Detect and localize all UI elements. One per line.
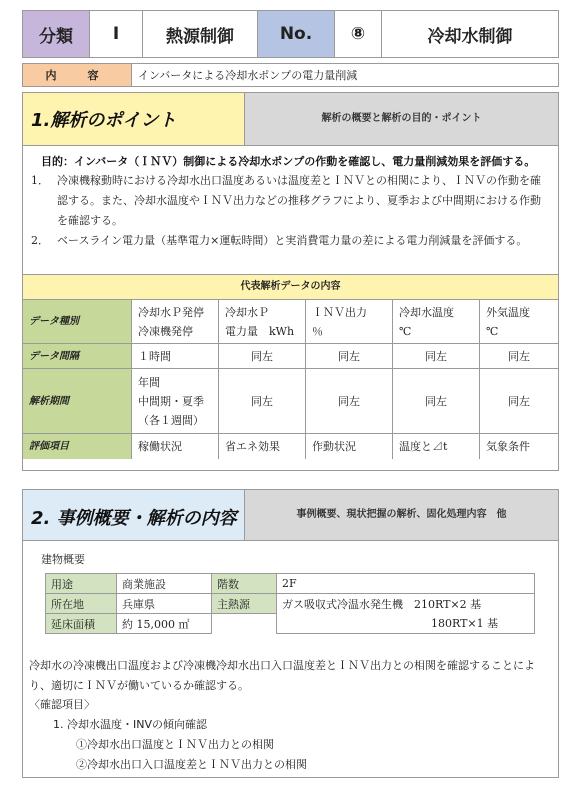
use-label: 用途 (46, 574, 117, 594)
table-cell: 気象条件 (480, 434, 559, 459)
table-cell: 同左 (480, 369, 559, 434)
table-cell: １時間 (132, 344, 219, 369)
building-overview-table (45, 573, 535, 634)
case-overview-section (22, 489, 559, 778)
table-cell: 年間 中間期・夏季 （各１週間） (132, 369, 219, 434)
floors-label: 階数 (212, 574, 277, 594)
table-cell: 同左 (480, 344, 559, 369)
section1-header (23, 93, 558, 146)
table-cell: 省エネ効果 (219, 434, 306, 459)
table-row (23, 300, 558, 344)
content-value: インバータによる冷却水ポンプの電力量削減 (132, 64, 559, 87)
content-row (22, 63, 559, 87)
point-item-1 (31, 171, 551, 231)
table-cell: 外気温度 ℃ (480, 300, 559, 344)
section2-subtitle: 事例概要、現状把握の解析、固化処理内容 他 (245, 490, 558, 540)
use-value: 商業施設 (117, 574, 212, 594)
table-row (23, 434, 558, 459)
table-cell: 同左 (219, 344, 306, 369)
section1-title: 1.解析のポイント (31, 110, 177, 131)
heat-source-value-2: 180RT×1 基 (277, 614, 535, 634)
row-label: データ間隔 (23, 344, 132, 369)
category-value: I (90, 11, 143, 58)
table-cell: 温度と⊿t (393, 434, 480, 459)
table-cell: 同左 (393, 369, 480, 434)
table-row (23, 369, 558, 434)
building-overview-label: 建物概要 (41, 553, 85, 566)
section2-header (23, 490, 558, 541)
row-label: 評価項目 (23, 434, 132, 459)
empty-cell (212, 614, 277, 634)
representative-data-header: 代表解析データの内容 (23, 274, 558, 300)
heat-source-label: 主熱源 (212, 594, 277, 614)
category-name: 熱源制御 (143, 11, 258, 58)
table-row (23, 344, 558, 369)
section2-title: 2. 事例概要・解析の内容 (31, 508, 237, 529)
table-cell: 稼働状況 (132, 434, 219, 459)
table-row (46, 594, 535, 614)
table-cell: 冷却水Ｐ発停 冷凍機発停 (132, 300, 219, 344)
location-value: 兵庫県 (117, 594, 212, 614)
floor-area-label: 延床面積 (46, 614, 117, 634)
table-cell: 同左 (306, 344, 393, 369)
table-cell: 同左 (306, 369, 393, 434)
floors-value: 2F (277, 574, 535, 594)
table-cell: ＩＮＶ出力 ％ (306, 300, 393, 344)
table-cell: 冷却水Ｐ 電力量 kWh (219, 300, 306, 344)
header-table (22, 10, 559, 58)
section1-subtitle: 解析の概要と解析の目的・ポイント (245, 93, 558, 145)
description-text: 冷却水の冷凍機出口温度および冷凍機冷却水出口入口温度差とＩＮＶ出力との相関を確認することにより、適切にＩＮＶが働いているか確認する。 (29, 659, 535, 692)
point-text: ベースライン電力量（基準電力×運転時間）と実消費電力量の差による電力削減量を評価する。 (57, 234, 528, 247)
table-row (46, 574, 535, 594)
table-cell: 冷却水温度 ℃ (393, 300, 480, 344)
confirm-sub-item-2: ②冷却水出口入口温度差とＩＮＶ出力との相関 (76, 758, 307, 771)
section2-title-box (23, 490, 245, 540)
content-label: 内 容 (23, 64, 132, 87)
point-number: 1． (31, 174, 49, 187)
row-label: データ種別 (23, 300, 132, 344)
section1-title-box (23, 93, 245, 145)
purpose-text: 目的：インバータ（ＩＮＶ）制御による冷却水ポンプの作動を確認し、電力量削減効果を評価する。 (41, 155, 536, 168)
table-cell: 同左 (393, 344, 480, 369)
confirm-items-label: 〈確認項目〉 (29, 698, 95, 711)
heat-source-value: ガス吸収式冷温水発生機 210RT×2 基 (277, 594, 535, 614)
number-value: ⑧ (335, 11, 382, 58)
number-label: No. (258, 11, 335, 58)
table-cell: 同左 (219, 369, 306, 434)
category-label: 分類 (23, 11, 90, 58)
representative-data-table (23, 299, 558, 459)
point-number: 2． (31, 234, 49, 247)
confirm-sub-item-1: ①冷却水出口温度とＩＮＶ出力との相関 (76, 738, 274, 751)
confirm-item-1: 1. 冷却水温度・INVの傾向確認 (53, 718, 207, 731)
location-label: 所在地 (46, 594, 117, 614)
point-text: 冷凍機稼動時における冷却水出口温度あるいは温度差とＩＮＶとの相関により、ＩＮＶの作動を確認する。また、冷却水温度やＩＮＶ出力などの推移グラフにより、夏季および中間期における作動を確認する。 (57, 174, 541, 227)
floor-area-value: 約 15,000 ㎡ (117, 614, 212, 634)
table-cell: 作動状況 (306, 434, 393, 459)
table-row (46, 614, 535, 634)
row-label: 解析期間 (23, 369, 132, 434)
document-title: 冷却水制御 (382, 11, 559, 58)
point-item-2 (31, 231, 551, 251)
analysis-points-section (22, 92, 559, 471)
